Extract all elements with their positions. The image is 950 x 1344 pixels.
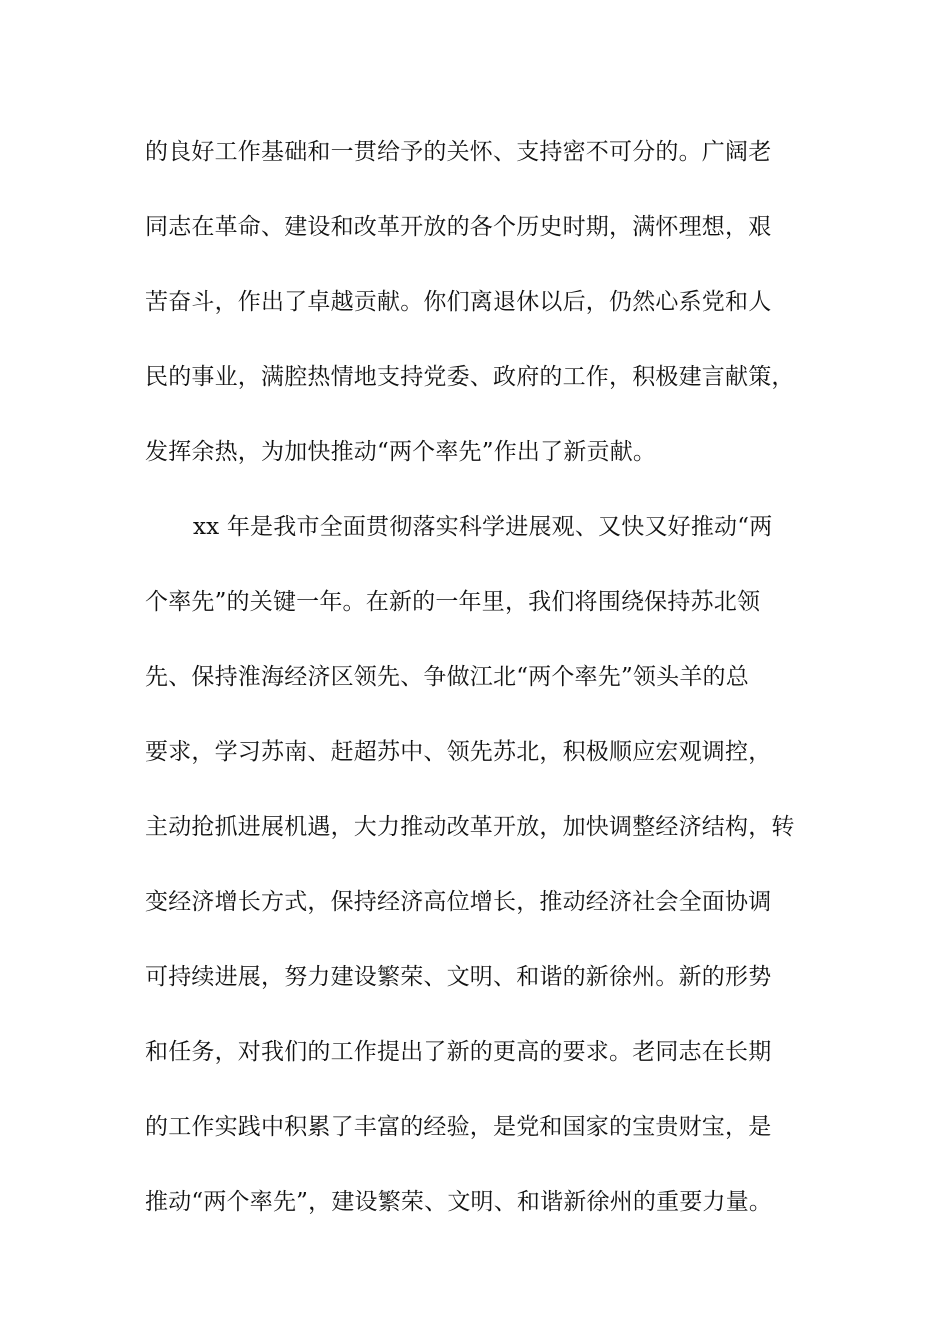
text-line: 的良好工作基础和一贯给予的关怀、支持密不可分的。广阔老 (145, 139, 772, 165)
text-line: 的工作实践中积累了丰富的经验，是党和国家的宝贵财宝，是 (145, 1114, 772, 1140)
text-line: 和任务，对我们的工作提出了新的更高的要求。老同志在长期 (145, 1039, 772, 1065)
text-line: 要求，学习苏南、赶超苏中、领先苏北，积极顺应宏观调控， (145, 739, 772, 765)
text-line: 发挥余热，为加快推动“两个率先”作出了新贡献。 (145, 439, 657, 465)
text-line: 苦奋斗，作出了卓越贡献。你们离退休以后，仍然心系党和人 (145, 289, 772, 315)
text-line: 民的事业，满腔热情地支持党委、政府的工作，积极建言献策， (145, 364, 795, 390)
text-line: 可持续进展，努力建设繁荣、文明、和谐的新徐州。新的形势 (145, 964, 772, 990)
text-line: xx 年是我市全面贯彻落实科学进展观、又快又好推动“两 (193, 514, 773, 540)
text-line: 主动抢抓进展机遇，大力推动改革开放，加快调整经济结构，转 (145, 814, 795, 840)
text-line: 推动“两个率先”，建设繁荣、文明、和谐新徐州的重要力量。 (145, 1189, 773, 1215)
text-line: 变经济增长方式，保持经济高位增长，推动经济社会全面协调 (145, 889, 772, 915)
text-line: 先、保持淮海经济区领先、争做江北“两个率先”领头羊的总 (145, 664, 749, 690)
text-line: 同志在革命、建设和改革开放的各个历史时期，满怀理想，艰 (145, 214, 772, 240)
text-line: 个率先”的关键一年。在新的一年里，我们将围绕保持苏北领 (145, 589, 761, 615)
